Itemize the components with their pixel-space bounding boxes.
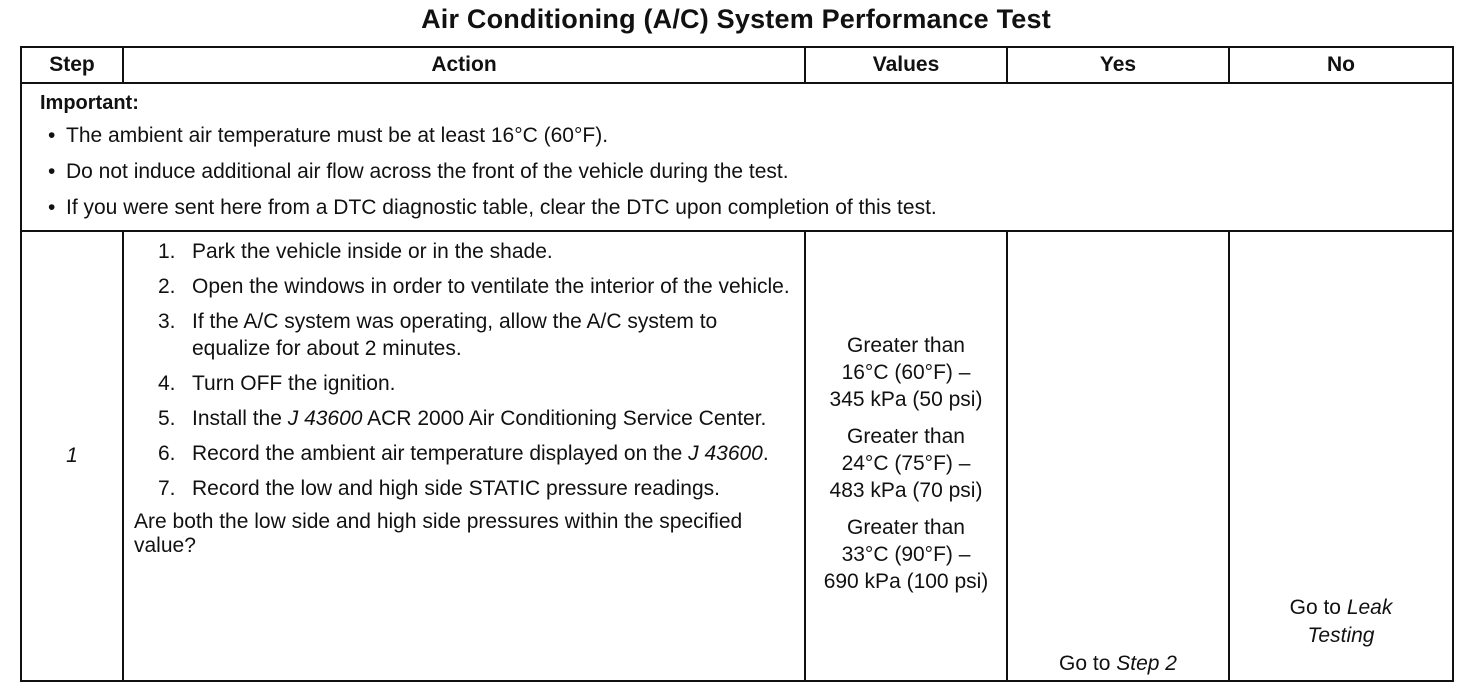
important-bullet: • If you were sent here from a DTC diagnostic table, clear the DTC upon completion of this test. (40, 190, 1452, 226)
leak-testing-link-cont[interactable]: Testing (1307, 624, 1375, 647)
action-item: 1. Park the vehicle inside or in the shade. (158, 240, 553, 263)
bullet-icon: • (48, 160, 56, 183)
header-step: Step (21, 47, 123, 83)
important-row (21, 83, 1453, 231)
action-item: 4. Turn OFF the ignition. (158, 372, 396, 395)
important-notes (21, 83, 1453, 231)
step-values (805, 231, 1007, 681)
action-item: 7. Record the low and high side STATIC pressure readings. (158, 477, 720, 500)
action-item: 6. Record the ambient air temperature displayed on the J 43600. (158, 442, 769, 465)
step-row-1 (21, 231, 1453, 681)
step-question: Are both the low side and high side pressures within the specified value? (134, 510, 743, 557)
action-item: 5. Install the J 43600 ACR 2000 Air Conditioning Service Center. (158, 407, 767, 430)
page-title: Air Conditioning (A/C) System Performance Test (421, 4, 1051, 34)
important-label: Important: (40, 92, 139, 114)
step-number: 1 (21, 231, 123, 681)
tool-reference: J 43600 (287, 407, 363, 430)
important-list (40, 118, 1452, 226)
header-no: No (1229, 47, 1453, 83)
value-spec: Greater than 16°C (60°F) – 345 kPa (50 psi) (829, 334, 983, 411)
step-2-link[interactable]: Step 2 (1116, 652, 1177, 675)
performance-test-table (20, 46, 1454, 682)
header-row (21, 47, 1453, 83)
header-action: Action (123, 47, 805, 83)
important-bullet: • The ambient air temperature must be at least 16°C (60°F). (40, 118, 1452, 154)
important-bullet: • Do not induce additional air flow across the front of the vehicle during the test. (40, 154, 1452, 190)
action-item: 3. If the A/C system was operating, allow the A/C system to equalize for about 2 minutes. (158, 310, 718, 360)
bullet-icon: • (48, 124, 56, 147)
yes-result: Go to Step 2 (1007, 231, 1229, 681)
leak-testing-link[interactable]: Leak (1346, 596, 1393, 619)
tool-reference: J 43600 (688, 442, 763, 465)
value-spec: Greater than 33°C (90°F) – 690 kPa (100 psi) (823, 516, 989, 593)
header-yes: Yes (1007, 47, 1229, 83)
action-list (134, 238, 796, 502)
value-spec: Greater than 24°C (75°F) – 483 kPa (70 psi) (829, 425, 983, 502)
header-values: Values (805, 47, 1007, 83)
action-item: 2. Open the windows in order to ventilate the interior of the vehicle. (158, 275, 790, 298)
no-result: Go to Leak Testing (1229, 231, 1453, 681)
bullet-icon: • (48, 196, 56, 219)
step-actions (123, 231, 805, 681)
